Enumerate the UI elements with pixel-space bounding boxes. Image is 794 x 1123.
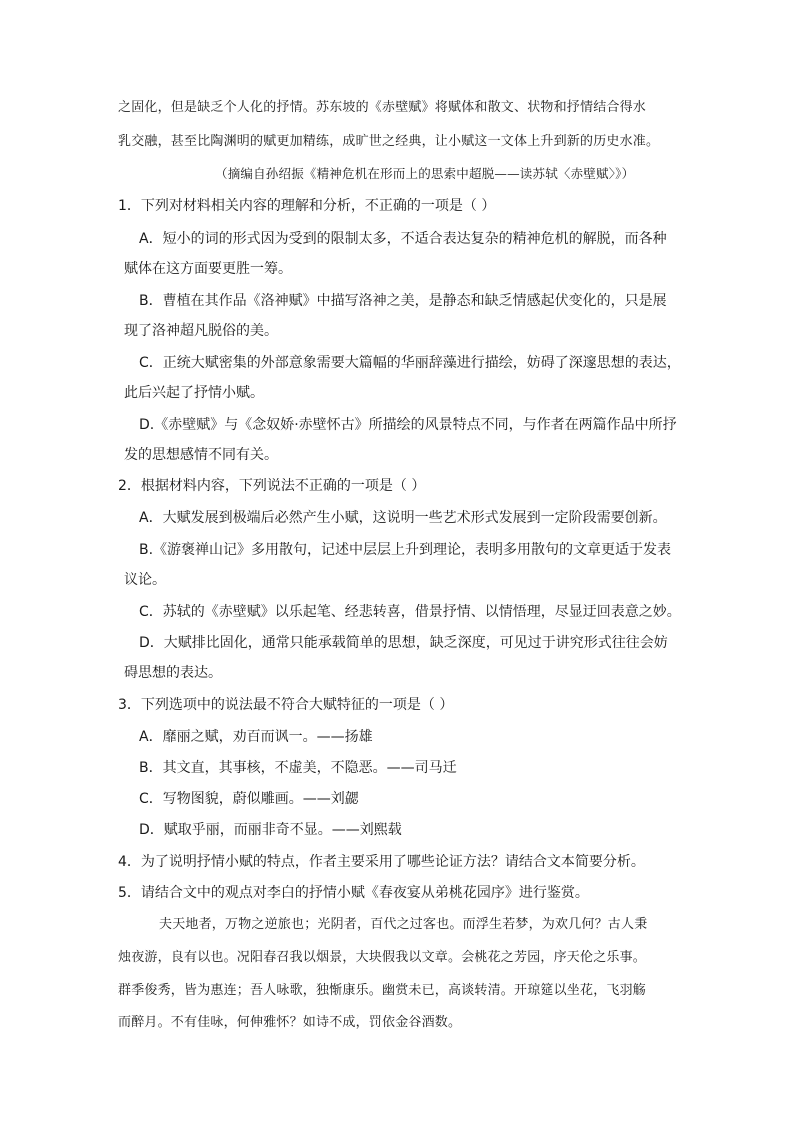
- poem-line-4: 而醉月。不有佳咏，何伸雅怀？如诗不成，罚依金谷酒数。: [118, 1015, 462, 1030]
- question-2-stem: 2．根据材料内容，下列说法不正确的一项是（ ）: [118, 478, 426, 494]
- question-2-option-c: C．苏轼的《赤壁赋》以乐起笔、经悲转喜，借景抒情、以情悟理，尽显迂回表意之妙。: [139, 604, 681, 620]
- question-1-option-d: D.《赤壁赋》与《念奴娇·赤壁怀古》所描绘的风景特点不同，与作者在两篇作品中所抒: [139, 417, 677, 433]
- question-2-option-b-cont: 议论。: [124, 572, 166, 588]
- question-1-option-c: C．正统大赋密集的外部意象需要大篇幅的华丽辞藻进行描绘，妨碍了深邃思想的表达，: [139, 355, 681, 371]
- question-2-option-d: D．大赋排比固化，通常只能承载简单的思想，缺乏深度，可见过于讲究形式往往会妨: [139, 635, 668, 651]
- question-2-option-d-cont: 碍思想的表达。: [124, 665, 222, 681]
- question-1-option-c-cont: 此后兴起了抒情小赋。: [124, 385, 264, 401]
- poem-line-2: 烛夜游，良有以也。况阳春召我以烟景，大块假我以文章。会桃花之芳园，序天伦之乐事。: [118, 950, 647, 965]
- question-3-option-b: B．其文直，其事核，不虚美，不隐恶。——司马迁: [139, 760, 457, 776]
- question-1-option-a-cont: 赋体在这方面要更胜一筹。: [124, 261, 292, 277]
- source-citation: （摘编自孙绍振《精神危机在形而上的思索中超脱——读苏轼〈赤壁赋〉》）: [215, 166, 635, 181]
- question-2-option-b: B.《游褒禅山记》多用散句，记述中层层上升到理论，表明多用散句的文章更适于发表: [139, 542, 672, 558]
- question-2-option-a: A．大赋发展到极端后必然产生小赋，这说明一些艺术形式发展到一定阶段需要创新。: [139, 510, 667, 526]
- question-5-stem: 5．请结合文中的观点对李白的抒情小赋《春夜宴从弟桃花园序》进行鉴赏。: [118, 885, 589, 901]
- intro-line-2: 乳交融，甚至比陶渊明的赋更加精练，成旷世之经典，让小赋这一文体上升到新的历史水准。: [118, 134, 660, 149]
- question-1-option-a: A．短小的词的形式因为受到的限制太多，不适合表达复杂的精神危机的解脱，而各种: [139, 231, 667, 247]
- question-1-stem: 1．下列对材料相关内容的理解和分析，不正确的一项是（ ）: [118, 198, 496, 214]
- poem-line-1: 夫天地者，万物之逆旅也；光阴者，百代之过客也。而浮生若梦，为欢几何？古人秉: [159, 917, 648, 932]
- question-1-option-d-cont: 发的思想感情不同有关。: [124, 447, 278, 463]
- question-3-option-d: D．赋取乎丽，而丽非奇不显。——刘熙载: [139, 822, 402, 838]
- question-1-option-b: B．曹植在其作品《洛神赋》中描写洛神之美，是静态和缺乏情感起伏变化的，只是展: [139, 293, 667, 309]
- question-4-stem: 4．为了说明抒情小赋的特点，作者主要采用了哪些论证方法？请结合文本简要分析。: [118, 854, 645, 870]
- question-3-option-c: C．写物图貌，蔚似雕画。——刘勰: [139, 791, 359, 807]
- question-1-option-b-cont: 现了洛神超凡脱俗的美。: [124, 323, 278, 339]
- intro-line-1: 之固化，但是缺乏个人化的抒情。苏东坡的《赤壁赋》将赋体和散文、状物和抒情结合得水: [118, 100, 647, 115]
- question-3-option-a: A．靡丽之赋，劝百而讽一。——扬雄: [139, 729, 373, 745]
- poem-line-3: 群季俊秀，皆为惠连；吾人咏歌，独惭康乐。幽赏未已，高谈转清。开琼筵以坐花，飞羽觞: [118, 983, 647, 998]
- question-3-stem: 3．下列选项中的说法最不符合大赋特征的一项是（ ）: [118, 697, 454, 713]
